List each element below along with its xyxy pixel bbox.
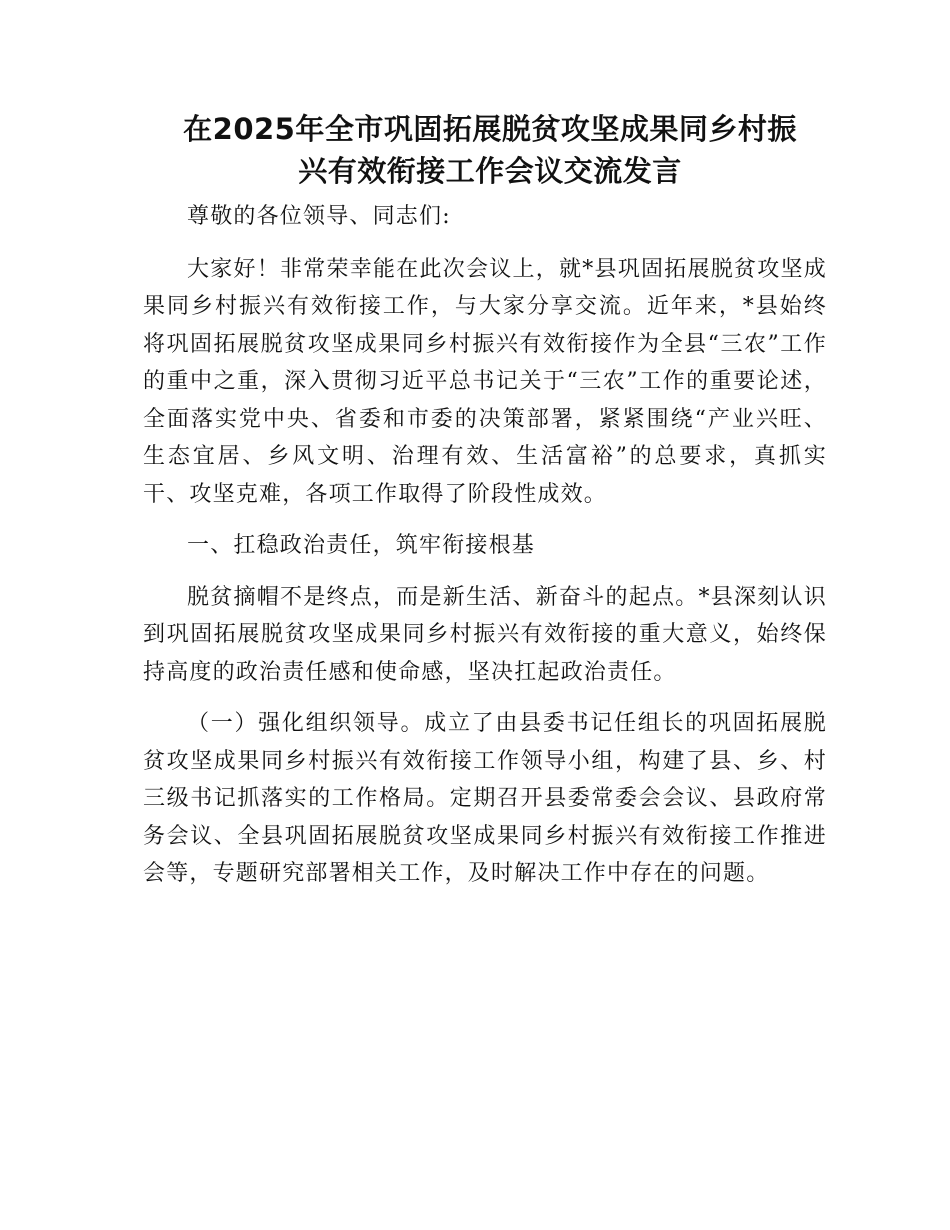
section-1-heading: 一、扛稳政治责任，筑牢衔接根基 [187,533,536,558]
document-page [143,108,827,907]
title-line-1: 在2025年全市巩固拓展脱贫攻坚成果同乡村振 [183,112,797,146]
document-title [143,108,827,192]
title-line-2: 兴有效衔接工作会议交流发言 [298,154,682,188]
section-1-item-1: （一）强化组织领导。成立了由县委书记任组长的巩固拓展脱贫攻坚成果同乡村振兴有效衔接工作领导小组，构建了县、乡、村三级书记抓落实的工作格局。定期召开县委常委会会议、县政府常务会议、全县巩固拓展脱贫攻坚成果同乡村振兴有效衔接工作推进会等，专题研究部署相关工作，及时解决工作中存在的问题。 [143,711,827,886]
salutation: 尊敬的各位领导、同志们: [187,204,451,229]
section-1-intro: 脱贫摘帽不是终点，而是新生活、新奋斗的起点。*县深刻认识到巩固拓展脱贫攻坚成果同乡村振兴有效衔接的重大意义，始终保持高度的政治责任感和使命感，坚决扛起政治责任。 [143,584,827,685]
opening-paragraph: 大家好！非常荣幸能在此次会议上，就*县巩固拓展脱贫攻坚成果同乡村振兴有效衔接工作，与大家分享交流。近年来，*县始终将巩固拓展脱贫攻坚成果同乡村振兴有效衔接作为全县“三农”工作的重中之重，深入贯彻习近平总书记关于“三农”工作的重要论述，全面落实党中央、省委和市委的决策部署，紧紧围绕“产业兴旺、生态宜居、乡风文明、治理有效、生活富裕”的总要求，真抓实干、攻坚克难，各项工作取得了阶段性成效。 [143,256,827,507]
